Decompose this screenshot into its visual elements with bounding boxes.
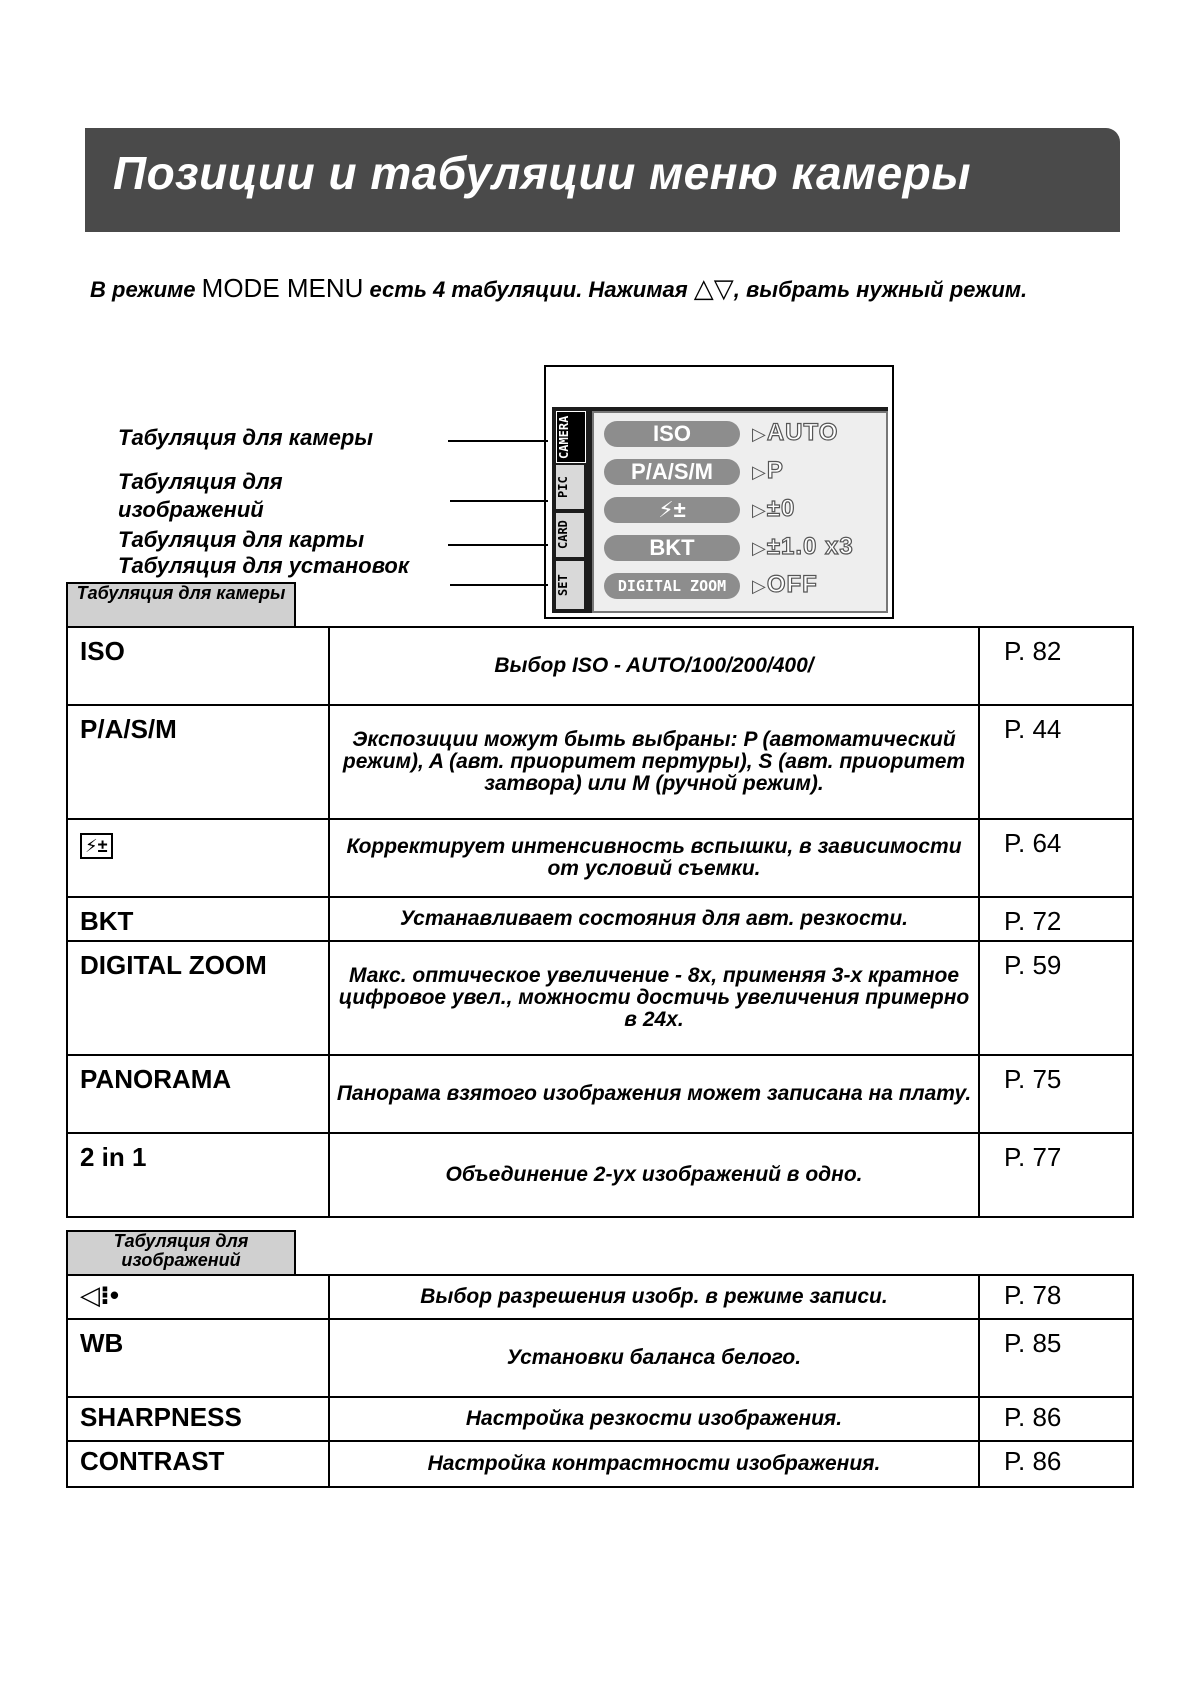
lcd-row-label: P/A/S/M [604,459,740,485]
page-reference: P. 44 [979,705,1133,819]
lcd-tab-pic: PIC [556,465,584,509]
lcd-row-flash-comp [604,495,884,525]
setting-description: Корректирует интенсивность вспышки, в зависимости от условий съемки. [329,819,979,897]
triangle-right-icon: ▷ [752,538,767,558]
page-reference: P. 86 [979,1397,1133,1441]
triangle-right-icon: ▷ [752,462,767,482]
page-title: Позиции и табуляции меню камеры [113,147,972,199]
page-reference: P. 75 [979,1055,1133,1133]
setting-name: DIGITAL ZOOM [67,941,329,1055]
triangle-right-icon: ▷ [752,576,767,596]
record-mode-icon: ◁⁝• [80,1280,119,1310]
setting-name: ISO [67,627,329,705]
lcd-menu-illustration [544,365,894,619]
triangle-right-icon: ▷ [752,500,767,520]
lcd-tab-strip [552,407,588,613]
table-row [67,1133,1133,1217]
setting-name: WB [67,1319,329,1397]
setting-description: Макс. оптическое увеличение - 8x, применяя 3-х кратное цифровое увел., можности достичь увеличения примерно в 24x. [329,941,979,1055]
setting-name: 2 in 1 [67,1133,329,1217]
setting-description: Настройка резкости изображения. [329,1397,979,1441]
setting-name: CONTRAST [67,1441,329,1487]
lcd-row-label: ISO [604,421,740,447]
callout-pic-tab-line2: изображений [118,497,264,522]
lcd-tab-card: CARD [556,513,584,557]
callout-leader-line [450,500,548,502]
intro-text [90,273,1050,305]
camera-section-tab-label: Табуляция для камеры [66,582,296,628]
setting-description: Выбор разрешения изобр. в режиме записи. [329,1275,979,1319]
picture-settings-table [66,1274,1134,1488]
table-row [67,941,1133,1055]
setting-name: BKT [67,897,329,941]
lcd-row-label: DIGITAL ZOOM [604,573,740,599]
table-row [67,1441,1133,1487]
page-reference: P. 64 [979,819,1133,897]
page-reference: P. 77 [979,1133,1133,1217]
setting-description: Панорама взятого изображения может записана на плату. [329,1055,979,1133]
table-row [67,1397,1133,1441]
lcd-row-value: ▷P [752,457,784,484]
lcd-row-value: ▷±0 [752,495,796,522]
lcd-row-value: ▷AUTO [752,419,839,446]
table-row [67,819,1133,897]
setting-description: Экспозиции можут быть выбраны: P (автоматический режим), A (авт. приоритет пертуры), S (авт. приоритет затвора) или M (ручной режим). [329,705,979,819]
lcd-screen [552,407,888,613]
page-reference: P. 72 [979,897,1133,941]
table-row [67,705,1133,819]
lcd-row-digital-zoom [604,571,884,601]
page-reference: P. 78 [979,1275,1133,1319]
table-row [67,1055,1133,1133]
setting-description: Настройка контрастности изображения. [329,1441,979,1487]
setting-name: SHARPNESS [67,1397,329,1441]
intro-mode-menu: MODE MENU [201,273,364,303]
lcd-row-pasm [604,457,884,487]
triangle-right-icon: ▷ [752,424,767,444]
lcd-row-value: ▷±1.0 x3 [752,533,854,560]
setting-description: Объединение 2-ух изображений в одно. [329,1133,979,1217]
table-row [67,1275,1133,1319]
pic-section-tab-label: Табуляция для изображений [66,1230,296,1276]
callout-leader-line [450,584,548,586]
table-row [67,897,1133,941]
up-down-arrows-icon: △▽ [693,273,734,303]
setting-description: Выбор ISO - AUTO/100/200/400/ [329,627,979,705]
setting-name: PANORAMA [67,1055,329,1133]
page-reference: P. 86 [979,1441,1133,1487]
callout-leader-line [448,544,548,546]
lcd-tab-set: SET [556,561,584,609]
lcd-row-label: BKT [604,535,740,561]
lcd-row-bkt [604,533,884,563]
callout-card-tab: Табуляция для карты [118,527,365,552]
intro-part2: есть 4 табуляции. Нажимая [363,277,694,302]
page-reference: P. 85 [979,1319,1133,1397]
setting-name [67,1275,329,1319]
callout-leader-line [448,440,548,442]
table-row [67,627,1133,705]
setting-name [67,819,329,897]
table-row [67,1319,1133,1397]
lcd-menu-panel [592,411,888,613]
lcd-row-iso [604,419,884,449]
callout-pic-tab-line1: Табуляция для [118,469,283,494]
setting-name: P/A/S/M [67,705,329,819]
callout-camera-tab: Табуляция для камеры [118,425,374,450]
flash-compensation-icon: ⚡± [604,497,740,523]
setting-description: Установки баланса белого. [329,1319,979,1397]
intro-part1: В режиме [90,277,202,302]
title-bar [85,128,1120,232]
camera-settings-table [66,626,1134,1218]
setting-description: Устанавливает состояния для авт. резкости. [329,897,979,941]
intro-part3: , выбрать нужный режим. [733,277,1028,302]
page-reference: P. 59 [979,941,1133,1055]
lcd-row-value: ▷OFF [752,571,818,598]
flash-compensation-icon: ⚡± [80,833,113,859]
lcd-tab-camera: CAMERA [556,411,586,463]
page-reference: P. 82 [979,627,1133,705]
callout-set-tab: Табуляция для установок [118,553,410,578]
